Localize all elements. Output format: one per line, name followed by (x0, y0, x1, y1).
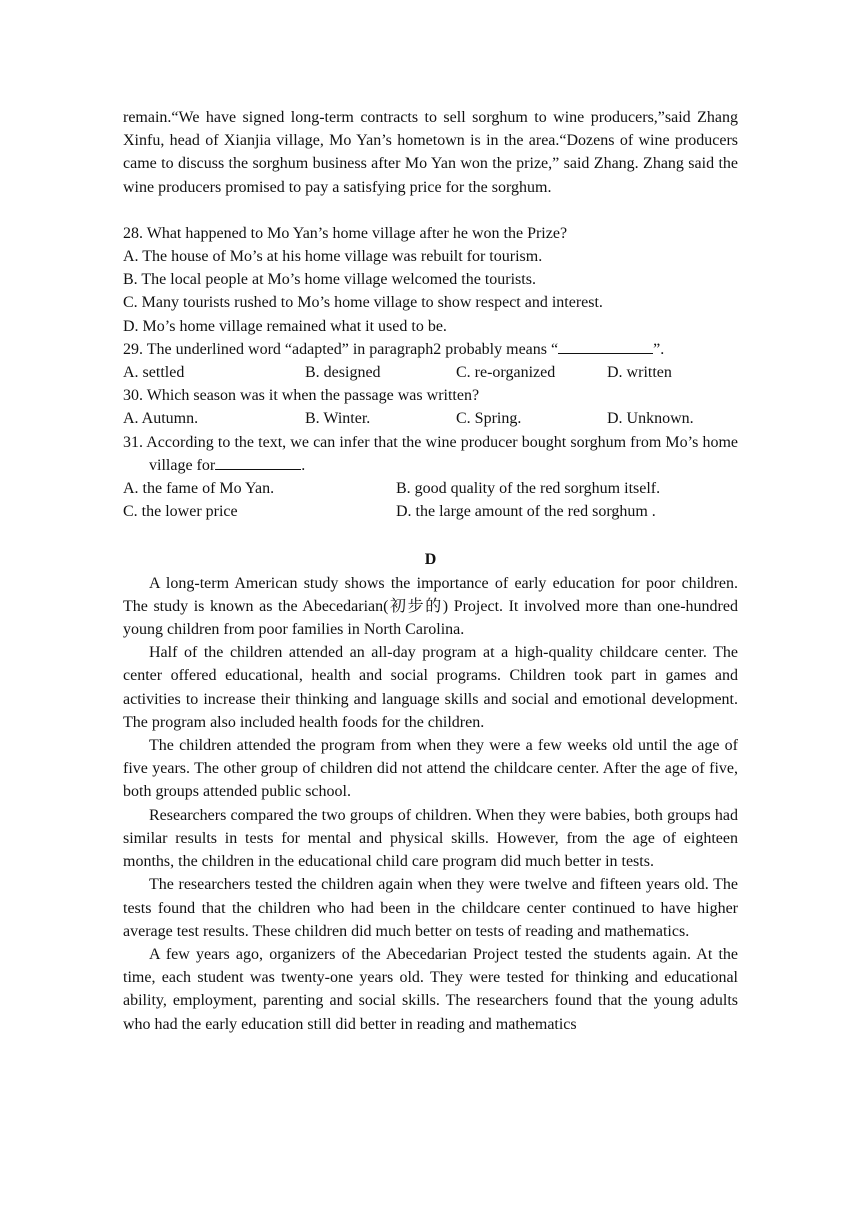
question-31-options-row-2 (123, 500, 738, 523)
passage-c-closing-paragraph: remain.“We have signed long-term contracts to sell sorghum to wine producers,”said Zhang Xinfu, head of Xianjia village, Mo Yan’s hometown is in the area.“Dozens of wine producers came to discuss the sorghum business after Mo Yan won the prize,” said Zhang. Zhang said the wine producers promised to pay a satisfying price for the sorghum. (123, 109, 738, 196)
answer-blank (558, 353, 653, 354)
question-29-stem-text: 29. The underlined word “adapted” in paragraph2 probably means “ (123, 340, 559, 358)
question-29-stem (123, 338, 738, 361)
passage-paragraph: A few years ago, organizers of the Abecedarian Project tested the students again. At the time, each student was twenty-one years old. They were tested for thinking and educational ability, employment, parenting and social skills. The researchers found that the young adults who had the early education still did better in reading and mathematics (123, 945, 738, 1033)
question-30-option-a: A. Autumn. (123, 410, 199, 428)
passage-paragraph: Researchers compared the two groups of children. When they were babies, both groups had similar results in tests for mental and physical skills. However, from the age of eighteen months, the children in the educational child care program did much better in tests. (123, 806, 738, 871)
question-30-stem: 30. Which season was it when the passage was written? (123, 387, 480, 405)
question-29-option-c: C. re-organized (456, 364, 556, 382)
passage-paragraph: The researchers tested the children again when they were twelve and fifteen years old. The tests found that the children who had been in the childcare center continued to have higher average test results. These children did much better on tests of reading and mathematics. (123, 876, 738, 940)
question-30-option-d: D. Unknown. (607, 410, 694, 428)
question-29 (123, 338, 738, 384)
question-31-option-b: B. good quality of the red sorghum itself. (396, 480, 661, 498)
spacer (123, 523, 738, 546)
question-31 (123, 431, 738, 524)
question-28 (123, 222, 738, 338)
spacer (123, 199, 738, 222)
section-d-passage (123, 572, 738, 1036)
question-29-option-a: A. settled (123, 364, 185, 382)
question-28-option-d: D. Mo’s home village remained what it used to be. (123, 317, 447, 335)
question-31-option-d: D. the large amount of the red sorghum . (396, 503, 656, 521)
question-31-option-c: C. the lower price (123, 503, 238, 521)
question-31-stem-text: 31. According to the text, we can infer that the wine producer bought sorghum from Mo’s home village for (123, 433, 738, 474)
section-d-heading: D (424, 551, 437, 569)
question-30 (123, 384, 738, 430)
question-29-option-d: D. written (607, 364, 672, 382)
question-30-option-c: C. Spring. (456, 410, 522, 428)
question-31-stem-end: . (301, 456, 306, 474)
question-29-stem-end: ”. (653, 340, 665, 358)
document-page (123, 106, 738, 1036)
question-28-option-c: C. Many tourists rushed to Mo’s home village to show respect and interest. (123, 294, 603, 312)
question-31-option-a: A. the fame of Mo Yan. (123, 480, 275, 498)
passage-paragraph: The children attended the program from when they were a few weeks old until the age of five years. The other group of children did not attend the childcare center. After the age of five, both groups attended public school. (123, 737, 738, 801)
question-28-option-a: A. The house of Mo’s at his home village was rebuilt for tourism. (123, 248, 543, 266)
question-29-option-b: B. designed (305, 364, 381, 382)
question-31-options-row-1 (123, 477, 738, 500)
passage-paragraph: Half of the children attended an all-day program at a high-quality childcare center. The center offered educational, health and social programs. Children took part in games and activities to increase their thinking and language skills and social and emotional development. The program also included health foods for the children. (123, 644, 738, 731)
question-29-options (123, 361, 738, 384)
question-28-option-b: B. The local people at Mo’s home village welcomed the tourists. (123, 271, 536, 289)
answer-blank (215, 469, 301, 470)
question-30-option-b: B. Winter. (305, 410, 371, 428)
question-28-stem: 28. What happened to Mo Yan’s home village after he won the Prize? (123, 224, 568, 242)
question-31-stem (123, 431, 738, 477)
passage-paragraph: A long-term American study shows the importance of early education for poor children. The study is known as the Abecedarian(初步的) Project. It involved more than one-hundred young children from poor families in North Carolina. (123, 574, 738, 639)
question-30-options (123, 407, 738, 430)
